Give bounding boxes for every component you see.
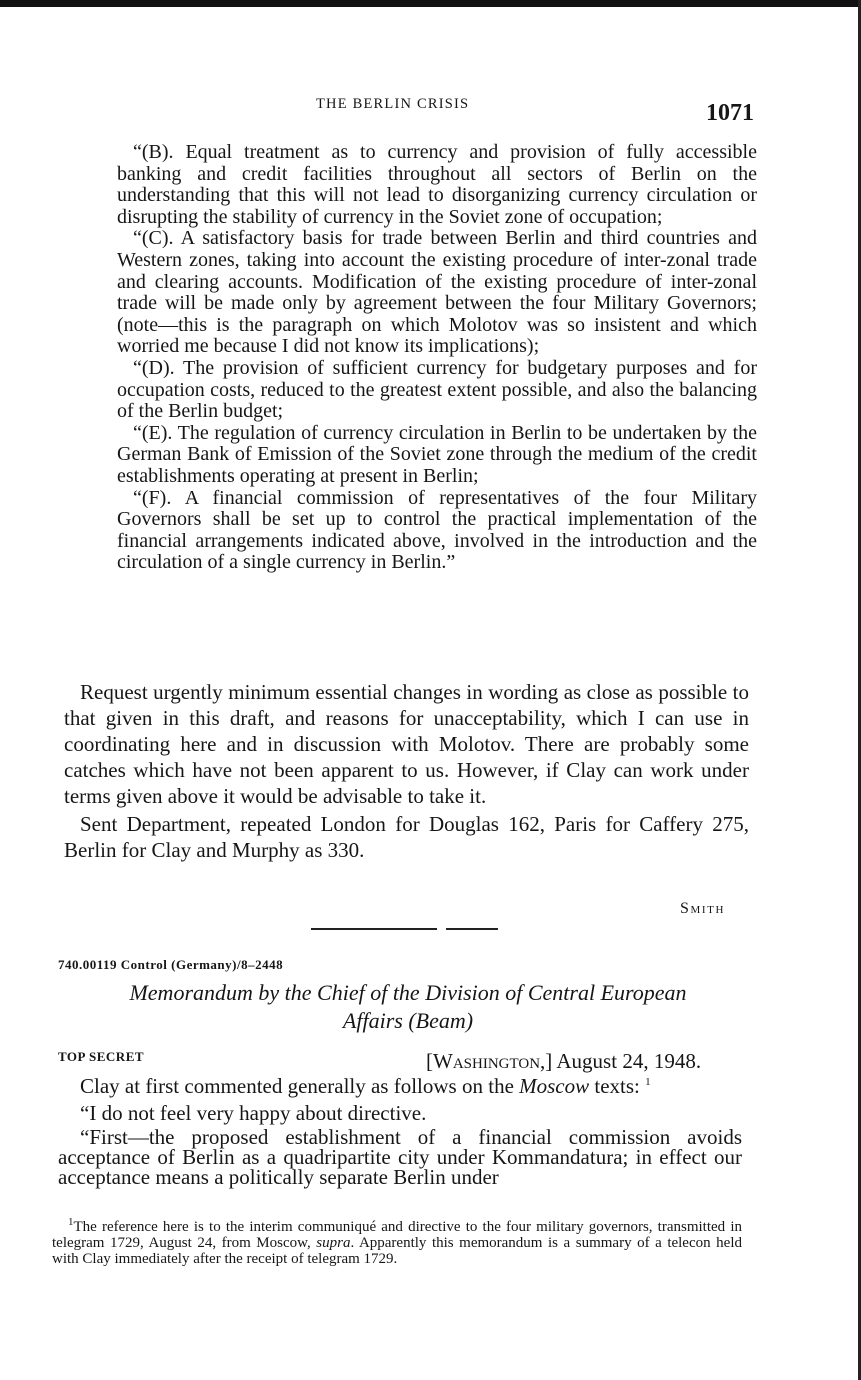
footnote-marker: 1	[68, 1216, 74, 1228]
footnote-reference: 1	[645, 1076, 651, 1088]
dateline	[426, 1049, 701, 1074]
footnote	[52, 1216, 742, 1267]
quoted-paragraph-c: “(C). A satisfactory basis for trade between Berlin and third countries and Western zones, taking into account the existing procedure of inter-zonal trade and clearing accounts. Modification of the existing procedure of inter-zonal trade will be made only by agreement between the four Military Governors; (note—this is the paragraph on which Molotov was so insistent and which worried me because I did not know its implications);	[117, 227, 757, 358]
dateline-close-bracket: ]	[545, 1049, 553, 1073]
memo-intro-text-end: texts:	[589, 1074, 640, 1098]
memo-intro	[58, 1073, 742, 1099]
telegram-body	[64, 679, 749, 863]
footnote-text	[52, 1216, 742, 1267]
memo-intro-italic: Moscow	[519, 1074, 590, 1098]
dateline-place: Washington,	[433, 1049, 546, 1073]
signature: Smith	[680, 900, 726, 917]
section-divider-short	[446, 928, 498, 930]
section-divider-long	[311, 928, 437, 930]
distribution-paragraph: Sent Department, repeated London for Douglas 162, Paris for Caffery 275, Berlin for Clay and Murphy as 330.	[64, 812, 749, 862]
classification-label: TOP SECRET	[58, 1049, 145, 1064]
footnote-text-end: . Apparently this memorandum is a summary of a telecon held with Clay immediately after the receipt of telegram 1729.	[52, 1235, 742, 1267]
page-number: 1071	[706, 100, 754, 126]
dateline-date: August 24, 1948.	[556, 1049, 702, 1073]
memo-body	[58, 1073, 742, 1187]
quoted-paragraph-f: “(F). A financial commission of representatives of the four Military Governors shall be set up to control the practical implementation of the financial arrangements indicated above, involved in the introduction and the circulation of a single currency in Berlin.”	[117, 486, 757, 574]
running-head: THE BERLIN CRISIS	[316, 96, 470, 112]
quoted-paragraph-e: “(E). The regulation of currency circulation in Berlin to be undertaken by the German Bank of Emission of the Soviet zone through the medium of the credit establishments operating at present in Berlin;	[117, 421, 757, 487]
memo-title-line-1: Memorandum by the Chief of the Division of Central European	[129, 980, 687, 1005]
memo-title-line-2: Affairs (Beam)	[342, 1008, 474, 1033]
memo-title	[62, 979, 754, 1035]
memo-intro-text: Clay at first commented generally as follows on the	[80, 1074, 520, 1098]
file-reference: 740.00119 Control (Germany)/8–2448	[58, 957, 284, 972]
quoted-paragraph-d: “(D). The provision of sufficient currency for budgetary purposes and for occupation costs, reduced to the greatest extent possible, and also the balancing of the Berlin budget;	[117, 356, 757, 423]
quoted-directive-text	[117, 142, 757, 574]
clay-quote-2: “First—the proposed establishment of a financial commission avoids acceptance of Berlin as a quadripartite city under Kommandatura; in effect our acceptance means a politically separate Berlin under	[58, 1125, 742, 1189]
scan-top-border	[0, 0, 861, 7]
request-paragraph: Request urgently minimum essential changes in wording as close as possible to that given in this draft, and reasons for unacceptability, which I can use in coordinating here and in discussion with Molotov. There are probably some catches which have not been apparent to us. However, if Clay can work under terms given above it would be advisable to take it.	[64, 680, 749, 808]
footnote-text-start: The reference here is to the interim communiqué and directive to the four military governors, transmitted in telegram 1729, August 24, from Moscow,	[52, 1219, 742, 1251]
clay-quote-1: “I do not feel very happy about directive.	[80, 1101, 427, 1125]
footnote-italic: supra	[316, 1235, 351, 1251]
dateline-open-bracket: [	[426, 1049, 433, 1073]
quoted-paragraph-b: “(B). Equal treatment as to currency and provision of fully accessible banking and credit facilities throughout all sectors of Berlin on the understanding that this will not lead to disorganizing currency circulation or disrupting the stability of currency in the Soviet zone of occupation;	[117, 141, 757, 228]
